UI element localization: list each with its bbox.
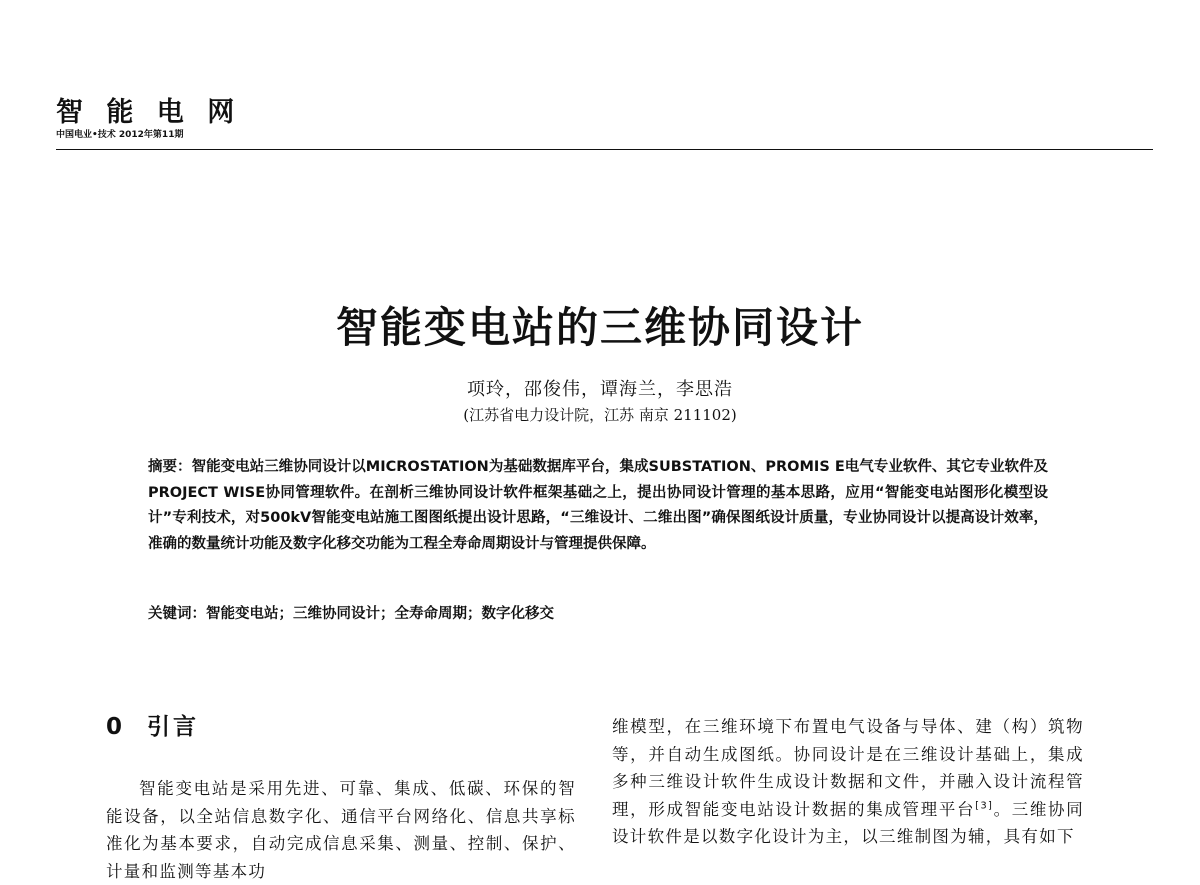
body-right-column: [612, 713, 1084, 851]
keywords-text: 智能变电站；三维协同设计；全寿命周期；数字化移交: [206, 606, 554, 622]
abstract-label: 摘要：: [148, 459, 192, 475]
abstract: [148, 455, 1048, 557]
section-title: 引言: [147, 714, 200, 740]
body-left-column: 智能变电站是采用先进、可靠、集成、低碳、环保的智能设备，以全站信息数字化、通信平台网络化、信息共享标准化为基本要求，自动完成信息采集、测量、控制、保护、计量和监测等基本功: [106, 779, 576, 881]
journal-name: 智 能 电 网: [56, 97, 242, 128]
journal-masthead: [56, 98, 241, 141]
section-heading: [106, 712, 199, 742]
citation-ref: [3]: [975, 800, 994, 811]
keywords-label: 关键词：: [148, 606, 206, 622]
abstract-text: 智能变电站三维协同设计以MICROSTATION为基础数据库平台，集成SUBSTATION、PROMIS E电气专业软件、其它专业软件及PROJECT WISE协同管理软件。在剖析三维协同设计软件框架基础之上，提出协同设计管理的基本思路，应用“智能变电站图形化模型设计”专利技术，对500kV智能变电站施工图图纸提出设计思路，“三维设计、二维出图”确保图纸设计质量，专业协同设计以提高设计效率，准确的数量统计功能及数字化移交功能为工程全寿命周期设计与管理提供保障。: [148, 459, 1049, 552]
header-rule: [56, 149, 1153, 150]
article-title: 智能变电站的三维协同设计: [335, 303, 864, 352]
article-authors: 项玲，邵俊伟，谭海兰，李思浩: [467, 379, 733, 400]
section-number: 0: [106, 714, 126, 740]
body-right-text-b: 。三维协同设计软件是以数字化设计为主，以三维制图为辅，具有如下: [612, 799, 1085, 846]
keywords: [148, 602, 1048, 626]
journal-issue: 中国电业•技术 2012年第11期: [56, 130, 184, 140]
body-right-text-a: 维模型，在三维环境下布置电气设备与导体、建（构）筑物等，并自动生成图纸。协同设计是在三维设计基础上，集成多种三维设计软件生成设计数据和文件，并融入设计流程管理，形成智能变电站设计数据的集成管理平台: [612, 717, 1084, 819]
article-affiliation: (江苏省电力设计院，江苏 南京 211102): [463, 406, 737, 424]
